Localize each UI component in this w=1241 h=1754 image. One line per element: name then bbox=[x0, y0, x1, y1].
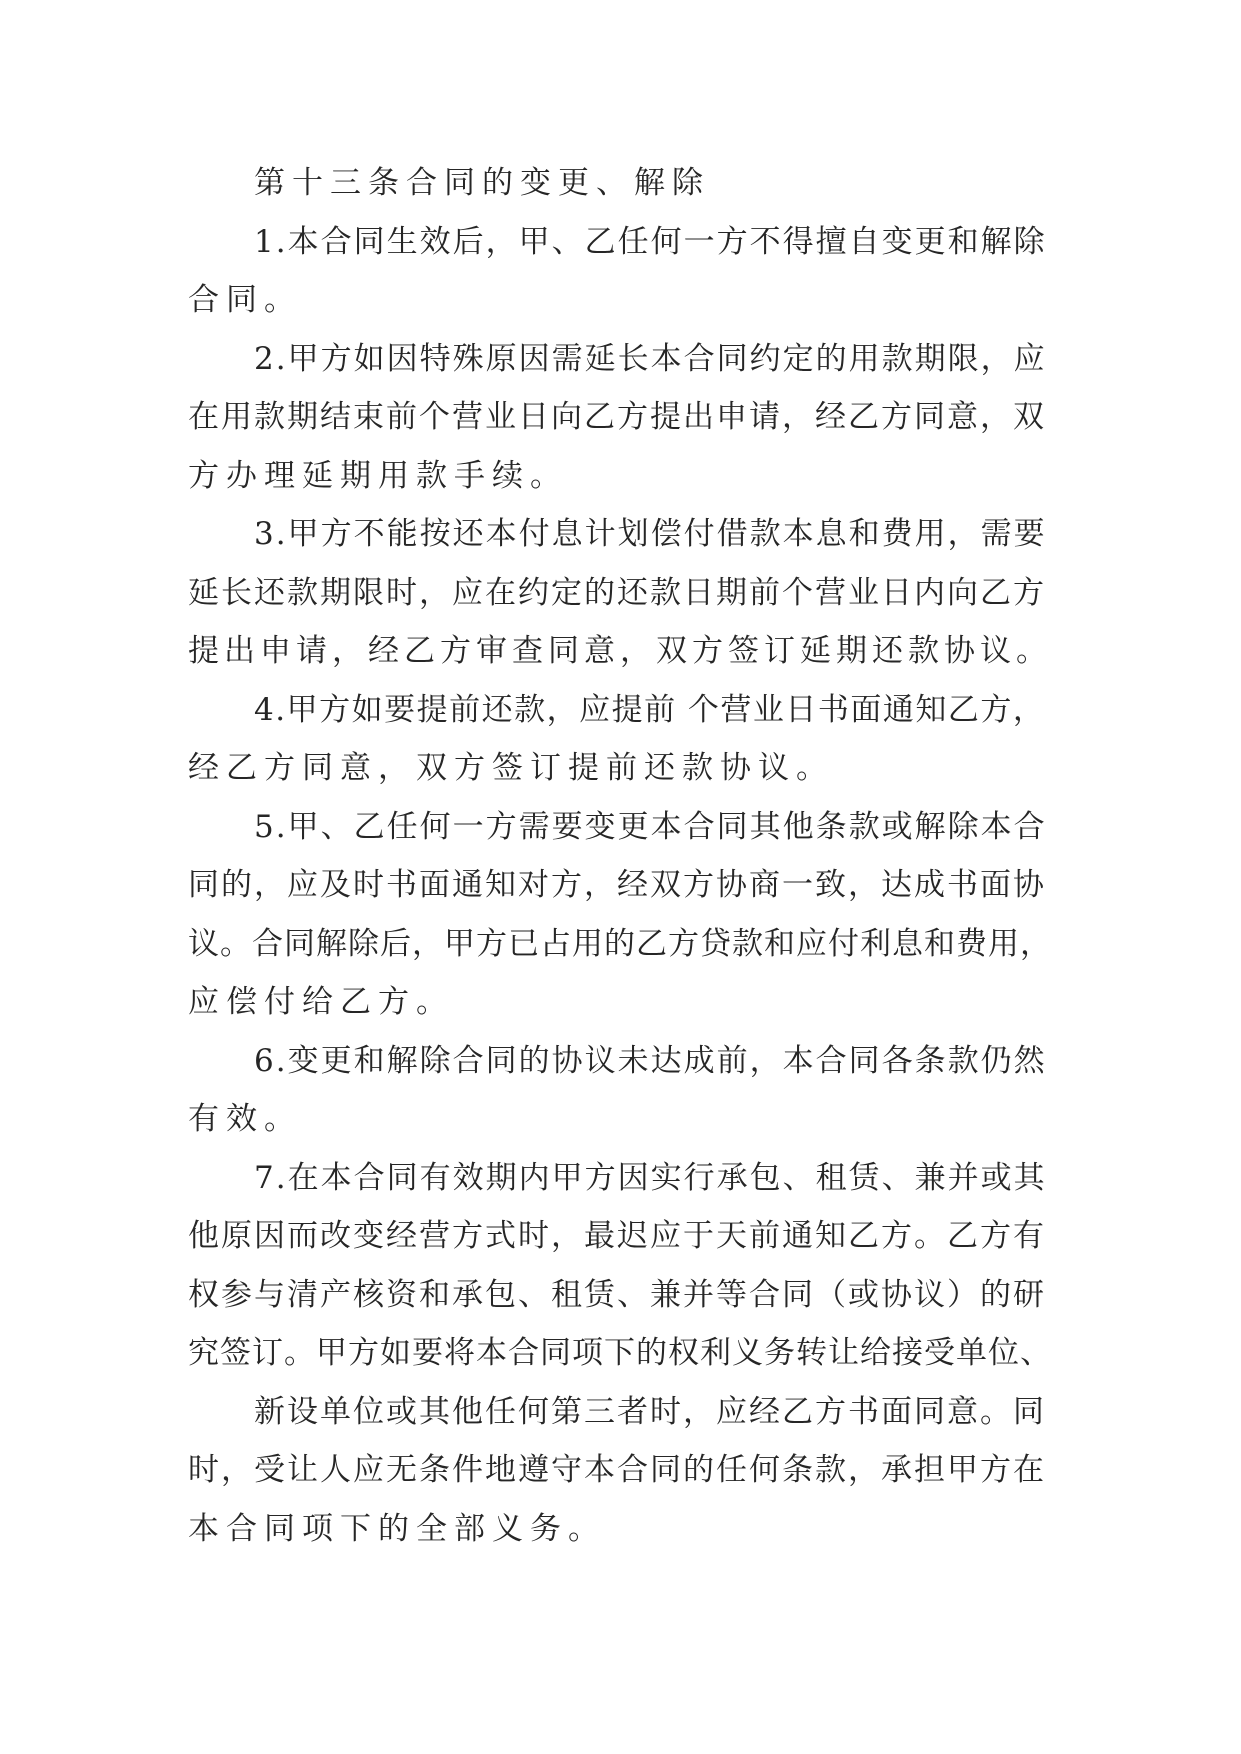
clause-7-line-7: 本合同项下的全部义务。 bbox=[188, 1510, 606, 1547]
clause-7-line-3: 权参与清产核资和承包、租赁、兼并等合同（或协议）的研 bbox=[188, 1276, 1046, 1313]
clause-1-line-1: 1.本合同生效后，甲、乙任何一方不得擅自变更和解除 bbox=[254, 223, 1047, 260]
clause-5-line-3: 议。合同解除后，甲方已占用的乙方贷款和应付利息和费用， bbox=[188, 925, 1052, 962]
clause-5-line-4: 应偿付给乙方。 bbox=[188, 984, 454, 1020]
clause-1-line-2: 合同。 bbox=[188, 282, 302, 318]
clause-2-line-1: 2.甲方如因特殊原因需延长本合同约定的用款期限，应 bbox=[254, 340, 1047, 377]
clause-4-line-1: 4.甲方如要提前还款，应提前 个营业日书面通知乙方， bbox=[254, 691, 1046, 728]
clause-7-line-5: 新设单位或其他任何第三者时，应经乙方书面同意。同 bbox=[254, 1393, 1046, 1430]
clause-7-line-4: 究签订。甲方如要将本合同项下的权利义务转让给接受单位、 bbox=[188, 1335, 1052, 1371]
clause-7-line-6: 时，受让人应无条件地遵守本合同的任何条款，承担甲方在 bbox=[188, 1452, 1046, 1488]
clause-5-line-1: 5.甲、乙任何一方需要变更本合同其他条款或解除本合 bbox=[254, 808, 1047, 845]
clause-2-line-3: 方办理延期用款手续。 bbox=[188, 457, 568, 494]
contract-article-13 bbox=[188, 154, 1056, 1558]
clause-2-line-2: 在用款期结束前个营业日向乙方提出申请，经乙方同意，双 bbox=[188, 399, 1046, 435]
clause-5-line-2: 同的，应及时书面通知对方，经双方协商一致，达成书面协 bbox=[188, 867, 1046, 903]
clause-6-line-1: 6.变更和解除合同的协议未达成前，本合同各条款仍然 bbox=[254, 1042, 1047, 1079]
clause-4-line-2: 经乙方同意，双方签订提前还款协议。 bbox=[188, 750, 834, 786]
article-heading: 第十三条合同的变更、解除 bbox=[254, 165, 710, 201]
clause-3-line-3: 提出申请，经乙方审查同意，双方签订延期还款协议。 bbox=[188, 633, 1052, 669]
clause-7-line-1: 7.在本合同有效期内甲方因实行承包、租赁、兼并或其 bbox=[254, 1159, 1047, 1196]
clause-7-line-2: 他原因而改变经营方式时，最迟应于天前通知乙方。乙方有 bbox=[188, 1218, 1046, 1254]
clause-3-line-2: 延长还款期限时，应在约定的还款日期前个营业日内向乙方 bbox=[188, 574, 1046, 611]
clause-6-line-2: 有效。 bbox=[188, 1101, 302, 1137]
clause-3-line-1: 3.甲方不能按还本付息计划偿付借款本息和费用，需要 bbox=[254, 516, 1047, 552]
